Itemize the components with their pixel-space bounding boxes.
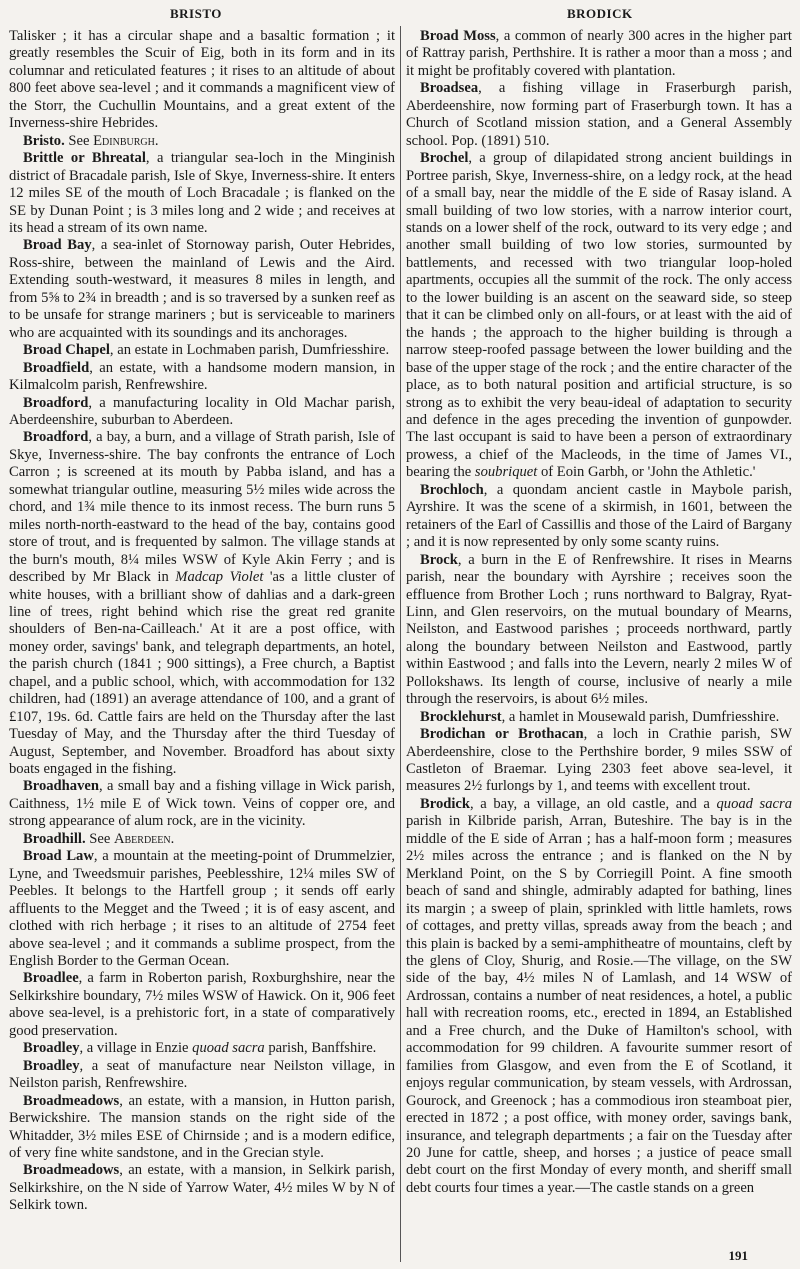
entry-headword: Broad Bay <box>23 237 92 254</box>
cross-reference: Edinburgh <box>93 132 155 149</box>
gazetteer-entry <box>9 237 395 342</box>
entry-text: , a hamlet in Mousewald parish, Dumfriesshire. <box>501 708 780 725</box>
entry-headword: Broadford <box>23 429 89 446</box>
entry-text: parish, Banffshire. <box>264 1040 377 1057</box>
entry-text: , a common of nearly 300 acres in the higher part of Rattray parish, Perthshire. It is rather a moor than a moss ; and it might be profitably covered with plantation. <box>406 28 792 79</box>
gazetteer-entry <box>9 970 395 1040</box>
entry-text: , a manufacturing locality in Old Machar parish, Aberdeenshire, suburban to Aberdeen. <box>9 394 395 428</box>
gazetteer-entry <box>9 848 395 970</box>
entry-text: parish in Kilbride parish, Arran, Buteshire. The bay is in the middle of the E side of Arran ; has a half-moon form ; measures 2½ miles across the entrance ; and is flanked on the N by Merkland Point, on the S by Corriegill Point. A fine smooth beach of sand and shingle, admirably adapted for bathing, lines its margin ; a sweep of plain, sprinkled with little hamlets, rows of cottages, and pretty villas, spreads away from the beach ; and this plain is backed by a semi-amphitheatre of mountains, cleft by the glens of Cloy, Shurig, and Rosie.—The village, on the SW side of the bay, 4½ miles N of Lamlash, and 14 WSW of Ardrossan, contains a number of neat residences, a hotel, a public hall with recreation rooms, etc., erected in 1894, an Established and a Free church, and the Duke of Hamilton's school, with accommodation for 99 children. A favourite summer resort of families from Glasgow, and even from the E of Scotland, it enjoys regular communication, by steam vessels, with Ardrossan, Gourock, and Greenock ; has a commodious iron steamboat pier, erected in 1872 ; a post office, with money order, savings bank, insurance, and telegraph departments ; a fair on the Tuesday after 20 June for cattle, sheep, and horses ; a justice of peace small debt court on the first Monday of every month, and sheriff small debt courts four times a year.—The castle stands on a green <box>406 813 792 1196</box>
running-head-left: BRISTO <box>170 6 222 21</box>
gazetteer-entry <box>9 395 395 430</box>
gazetteer-entry <box>406 28 792 80</box>
page-number: 191 <box>728 1248 748 1263</box>
gazetteer-entry <box>9 1093 395 1163</box>
gazetteer-entry <box>406 552 792 709</box>
italic-text: Madcap Violet <box>175 569 264 586</box>
cross-reference: Aberdeen <box>113 830 171 847</box>
gazetteer-entry <box>9 429 395 778</box>
entry-text: See <box>64 132 94 149</box>
entry-text: . <box>154 132 159 149</box>
entry-headword: Brittle or Bhreatal <box>23 150 146 167</box>
gazetteer-entry <box>9 360 395 395</box>
gazetteer-entry <box>9 150 395 237</box>
entry-headword: Broadmeadows <box>23 1092 120 1109</box>
gazetteer-entry <box>9 1058 395 1093</box>
entry-headword: Broadhill. <box>23 830 86 847</box>
entry-text: , a bay, a burn, and a village of Strath parish, Isle of Skye, Inverness-shire. The bay confronts the entrance of Loch Carron ; is screened at its mouth by Pabba island, and has a somewhat triangular outline, measuring 5½ miles wide across the chord, and 1¾ mile thence to its inmost recess. The burn runs 5 miles north-north-eastward to the head of the bay, contains good store of trout, and is frequented by salmon. The village stands at the burn's mouth, 8¼ miles WSW of Kyle Akin Ferry ; and is described by Mr Black in <box>9 429 395 586</box>
italic-text: quoad sacra <box>192 1040 265 1057</box>
entry-text: , an estate, with a handsome modern mansion, in Kilmalcolm parish, Renfrewshire. <box>9 359 395 394</box>
entry-headword: Broadlee <box>23 970 79 987</box>
entry-text: , a sea-inlet of Stornoway parish, Outer Hebrides, Ross-shire, between the mainland of Lewis and the Aird. Extending south-westward, it measures 8 miles in length, and from 5⅝ to 2¾ in breadth ; and is so traversed by a sunken reef as to be unsafe for strange mariners ; but is serviceable to mariners who are acquainted with its soundings and its anchorages. <box>9 237 395 341</box>
entry-headword: Bristo. <box>23 132 65 149</box>
entry-headword: Broadford <box>23 394 89 411</box>
entry-headword: Brocklehurst <box>420 708 502 725</box>
entry-text: See <box>85 830 114 847</box>
entry-headword: Broadley <box>23 1057 80 1074</box>
entry-text: , a triangular sea-loch in the Minginish district of Bracadale parish, Isle of Skye, Inverness-shire. It enters 12 miles SE of the mouth of Loch Bracadale ; is flanked on the SE by Dunan Point ; is 3 miles long and 2 wide ; and receives at its head a stream of its own name. <box>9 150 395 236</box>
entry-headword: Broadley <box>23 1040 80 1057</box>
entry-text: , a village in Enzie <box>79 1040 193 1057</box>
entry-headword: Broad Moss <box>420 28 496 44</box>
gazetteer-entry <box>406 796 792 1197</box>
entry-headword: Brochloch <box>420 481 484 498</box>
entry-text: , an estate in Lochmaben parish, Dumfriesshire. <box>109 342 390 359</box>
entry-text: , a bay, a village, an old castle, and a <box>470 795 717 812</box>
gazetteer-entry <box>9 831 395 848</box>
italic-text: quoad sacra <box>716 795 792 812</box>
entry-headword: Broad Chapel <box>23 342 110 359</box>
entry-text: , a quondam ancient castle in Maybole parish, Ayrshire. It was the scene of a skirmish, in 1601, between the retainers of the Earl of Cassillis and those of the Laird of Bargany ; and it is now represented by only some scanty ruins. <box>406 481 792 551</box>
gazetteer-entry <box>9 342 395 359</box>
entry-text: Talisker ; it has a circular shape and a basaltic formation ; it greatly resembles the Scuir of Eig, both in its form and in its columnar and reticulated features ; it rises to an altitude of about 800 feet above sea-level ; and it commands a magnificent view of the Storr, the Cuchullin Mountains, and a great extent of the Inverness-shire Hebrides. <box>9 28 395 132</box>
italic-text: soubriquet <box>474 464 538 481</box>
entry-text: , an estate, with a mansion, in Hutton parish, Berwickshire. The mansion stands on the right side of the Whitadder, 3½ miles ESE of Chirnside ; and is a modern edifice, of very fine white sandstone, and in the Grecian style. <box>9 1092 395 1161</box>
entry-text: , a loch in Crathie parish, SW Aberdeenshire, close to the Perthshire border, 9 miles SSW of Castleton of Braemar. Lying 2303 feet above sea-level, it measures 2½ furlongs by 1, and teems with excellent trout. <box>406 726 793 795</box>
entry-headword: Broadsea <box>420 80 479 97</box>
entry-headword: Brock <box>420 551 458 568</box>
gazetteer-entry <box>406 80 792 150</box>
column-divider <box>400 26 401 1262</box>
entry-headword: Brochel <box>420 150 469 167</box>
right-column <box>406 28 792 1197</box>
entry-text: , a mountain at the meeting-point of Drummelzier, Lyne, and Tweedsmuir parishes, Peeblesshire, 12¼ miles SW of Peebles. It belongs to the Hartfell group ; it sends off early affluents to the Megget and the Tweed ; it is of easy ascent, and clothed with rich herbage ; it rises to an altitude of 2754 feet above sea-level ; and it commands a sublime prospect, from the English Border to the German Ocean. <box>9 848 395 970</box>
entry-headword: Broadfield <box>23 359 90 376</box>
gazetteer-entry <box>9 28 395 133</box>
entry-headword: Brodichan or Brothacan <box>420 726 584 743</box>
entry-headword: Brodick <box>420 795 471 812</box>
gazetteer-entry <box>9 778 395 830</box>
entry-text: , a burn in the E of Renfrewshire. It rises in Mearns parish, near the boundary with Ayrshire ; receives soon the effluence from Brother Loch ; runs northward to Balgray, Ryat-Linn, and Glen reservoirs, on the mutual boundary of Mearns, Neilston, and Eastwood parishes ; proceeds northward, partly along the boundary between Neilston and Eastwood, partly within Eastwood ; and falls into the Levern, nearly 2 miles W of Pollokshaws. Its length of course, inclusive of nearly a mile through the reservoirs, is about 6½ miles. <box>406 551 792 708</box>
gazetteer-entry <box>406 709 792 726</box>
entry-text: , a farm in Roberton parish, Roxburghshire, near the Selkirkshire boundary, 7½ miles WSW of Hawick. On it, 906 feet above sea-level, is a prehistoric fort, in a state of comparatively good preservation. <box>9 970 395 1039</box>
entry-text: , a fishing village in Fraserburgh parish, Aberdeenshire, now forming part of Fraserburgh town. It has a Church of Scotland mission station, and a General Assembly school. Pop. (1891) 510. <box>406 80 792 149</box>
gazetteer-entry <box>406 150 792 482</box>
entry-text: , a group of dilapidated strong ancient buildings in Portree parish, Skye, Inverness-shire, on a ledgy rock, at the head of a small bay, near the middle of the E side of Rasay island. A small building of two low stories, with a narrow interior court, stands on a lower shelf of the rock, outward to its very edge ; and another small building of two low stories, surmounted by battlements, and recessed with two triangular loop-holed apartments, occupies all the summit of the rock. The only access to the lower building is an ascent on the seaward side, so steep that it can be climbed only on all-fours, or at least with the aid of the hands ; the approach to the higher building is through a narrow steep-roofed passage between the lower building and the base of the upper stage of the rock ; and the entire character of the place, as to both natural position and artificial structure, is so strong as to exhibit the very beau-ideal of adaptation to security and defence in the ages preceding the invention of gunpowder. The last occupant is said to have been a person of extraordinary prowess, a chief of the Macleods, in the time of James VI., bearing the <box>406 150 792 481</box>
left-column <box>9 28 395 1215</box>
running-head-right: BRODICK <box>567 6 633 21</box>
entry-headword: Broadmeadows <box>23 1162 120 1179</box>
gazetteer-entry <box>9 133 395 150</box>
gazetteer-entry <box>9 1162 395 1214</box>
entry-headword: Broad Law <box>23 848 94 865</box>
entry-text: 'as a little cluster of white houses, with a brilliant show of dahlias and a dark-green line of trees, right behind which rise the great red granite shoulders of Ben-na-Cailleach.' At it are a post office, with money order, savings' bank, and telegraph departments, an hotel, the parish church (1841 ; 900 sittings), a Free church, a Baptist chapel, and a public school, which, with accommodation for 132 children, had (1891) an average attendance of 100, and a grant of £107, 19s. 6d. Cattle fairs are held on the Thursday after the last Tuesday of May, and the Thursday after the third Tuesday of August, September, and November. Broadford has about sixty boats engaged in the fishing. <box>9 569 395 778</box>
entry-text: , a seat of manufacture near Neilston village, in Neilston parish, Renfrewshire. <box>9 1057 395 1092</box>
entry-text: . <box>170 830 175 847</box>
gazetteer-entry <box>406 726 792 796</box>
gazetteer-entry <box>9 1040 395 1057</box>
entry-text: , an estate, with a mansion, in Selkirk parish, Selkirkshire, on the N side of Yarrow Water, 4½ miles W by N of Selkirk town. <box>9 1162 395 1214</box>
gazetteer-entry <box>406 482 792 552</box>
entry-text: , a small bay and a fishing village in Wick parish, Caithness, 1½ mile E of Wick town. Veins of copper ore, and strong appearance of alum rock, are in the vicinity. <box>9 778 395 830</box>
entry-text: of Eoin Garbh, or 'John the Athletic.' <box>537 464 756 481</box>
entry-headword: Broadhaven <box>23 778 99 795</box>
